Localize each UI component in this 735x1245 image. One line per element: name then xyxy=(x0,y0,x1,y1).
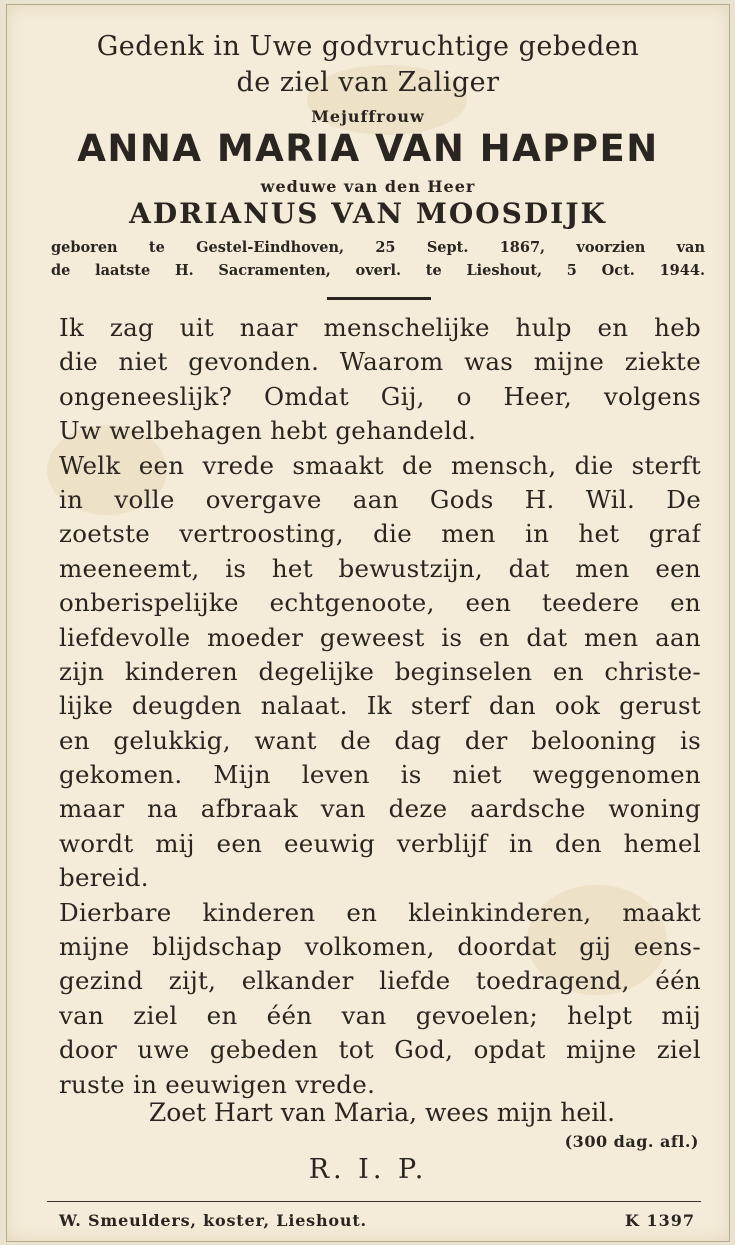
text-line: gezind zijt, elkander liefde toedragend, één xyxy=(59,966,701,996)
rip-text: R. I. P. xyxy=(308,1154,428,1185)
printer-credit: W. Smeulders, koster, Lieshout. xyxy=(59,1211,367,1230)
text-line: in volle overgave aan Gods H. Wil. De xyxy=(59,484,701,514)
card-code: K 1397 xyxy=(624,1211,695,1230)
text-line: mijne blijdschap volkomen, doordat gij eens- xyxy=(59,932,701,962)
text-line: door uwe gebeden tot God, opdat mijne ziel xyxy=(59,1035,701,1065)
text-line: Dierbare kinderen en kleinkinderen, maakt xyxy=(59,897,701,927)
text-line: liefdevolle moeder geweest is en dat men aan xyxy=(59,622,701,652)
intro-line-1: Gedenk in Uwe godvruchtige gebeden xyxy=(96,31,640,62)
closing-invocation: Zoet Hart van Maria, wees mijn heil. xyxy=(148,1098,616,1127)
text-line: en gelukkig, want de dag der belooning is xyxy=(59,725,701,755)
text-line: ruste in eeuwigen vrede. xyxy=(59,1069,376,1099)
text-line: meeneemt, is het bewustzijn, dat men een xyxy=(59,553,701,583)
honorific: Mejuffrouw xyxy=(311,107,425,126)
indulgence-note: (300 dag. afl.) xyxy=(564,1132,699,1151)
text-line: bereid. xyxy=(59,863,149,893)
intro-line-2: de ziel van Zaliger xyxy=(236,67,500,98)
memorial-text xyxy=(59,311,701,1102)
husband-name: ADRIANUS VAN MOOSDIJK xyxy=(129,197,607,230)
text-line: ongeneeslijk? Omdat Gij, o Heer, volgens xyxy=(59,381,701,411)
text-line: wordt mij een eeuwig verblijf in den hemel xyxy=(59,828,701,858)
widow-of-label: weduwe van den Heer xyxy=(260,177,476,196)
footer-rule xyxy=(47,1201,701,1202)
deceased-name: ANNA MARIA VAN HAPPEN xyxy=(77,127,659,170)
text-line: Welk een vrede smaakt de mensch, die sterft xyxy=(59,450,701,480)
text-line: maar na afbraak van deze aardsche woning xyxy=(59,794,701,824)
text-line: Uw welbehagen hebt gehandeld. xyxy=(59,416,477,446)
prayer-card xyxy=(6,4,730,1242)
divider-rule xyxy=(327,297,431,300)
text-line: onberispelijke echtgenoote, een teedere en xyxy=(59,588,701,618)
text-line: lijke deugden nalaat. Ik sterf dan ook gerust xyxy=(59,691,701,721)
text-line: die niet gevonden. Waarom was mijne ziekte xyxy=(59,347,701,377)
text-line: Ik zag uit naar menschelijke hulp en heb xyxy=(59,313,701,342)
text-line: van ziel en één van gevoelen; helpt mij xyxy=(59,1000,701,1030)
text-line: zoetste vertroosting, die men in het graf xyxy=(59,519,701,549)
birth-death-line-2: de laatste H. Sacramenten, overl. te Lieshout, 5 Oct. 1944. xyxy=(51,262,705,279)
text-line: zijn kinderen degelijke beginselen en christe- xyxy=(59,656,701,686)
birth-death-line-1: geboren te Gestel-Eindhoven, 25 Sept. 1867, voorzien van xyxy=(51,239,705,256)
text-line: gekomen. Mijn leven is niet weggenomen xyxy=(59,760,701,790)
